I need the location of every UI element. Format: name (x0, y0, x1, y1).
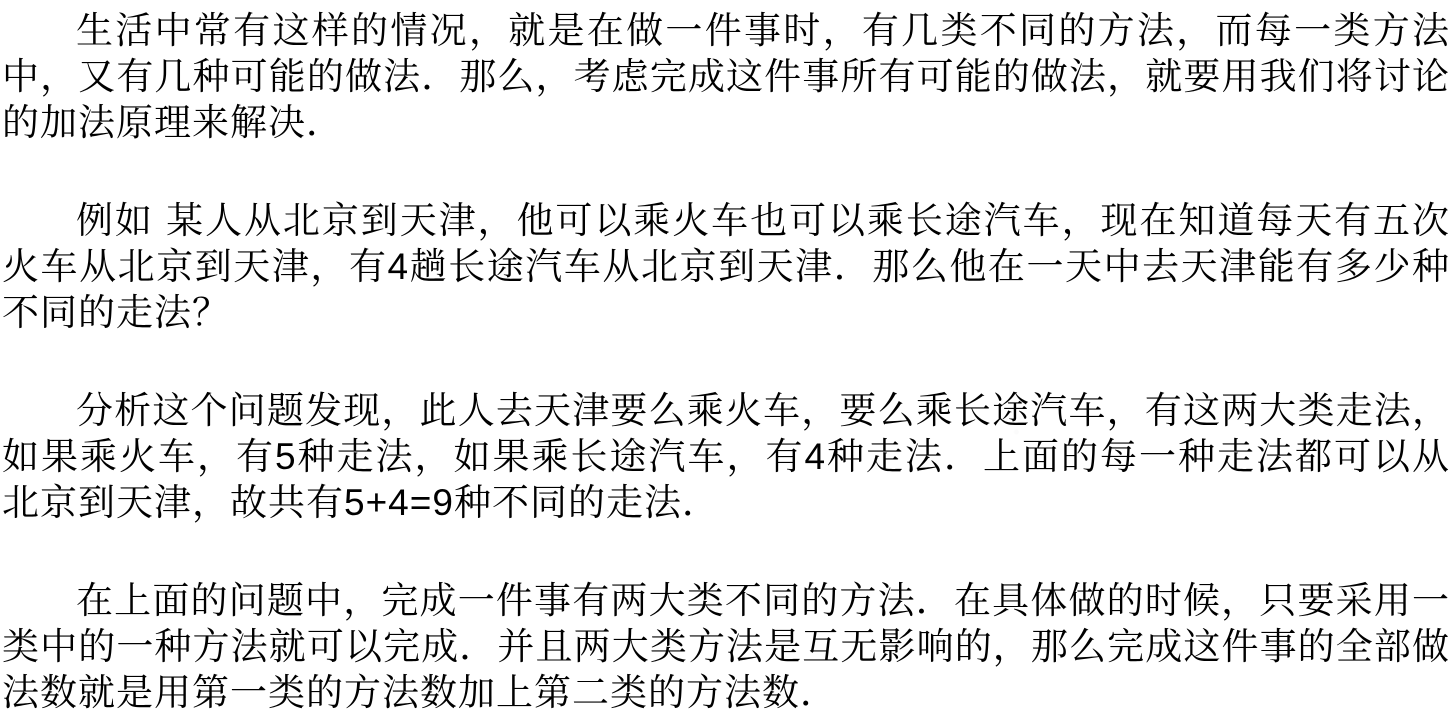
paragraph-intro: 生活中常有这样的情况，就是在做一件事时，有几类不同的方法，而每一类方法中，又有几种可能的做法．那么，考虑完成这件事所有可能的做法，就要用我们将讨论的加法原理来解决． (2, 10, 1450, 143)
paragraph-example: 例如 某人从北京到天津，他可以乘火车也可以乘长途汽车，现在知道每天有五次火车从北京到天津，有4趟长途汽车从北京到天津．那么他在一天中去天津能有多少种不同的走法？ (2, 200, 1450, 333)
paragraph-analysis: 分析这个问题发现，此人去天津要么乘火车，要么乘长途汽车，有这两大类走法，如果乘火车，有5种走法，如果乘长途汽车，有4种走法．上面的每一种走法都可以从北京到天津，故共有5+4=9种不同的走法． (2, 390, 1450, 523)
paragraph-conclusion: 在上面的问题中，完成一件事有两大类不同的方法．在具体做的时候，只要采用一类中的一种方法就可以完成．并且两大类方法是互无影响的，那么完成这件事的全部做法数就是用第一类的方法数加上第二类的方法数． (2, 580, 1450, 713)
